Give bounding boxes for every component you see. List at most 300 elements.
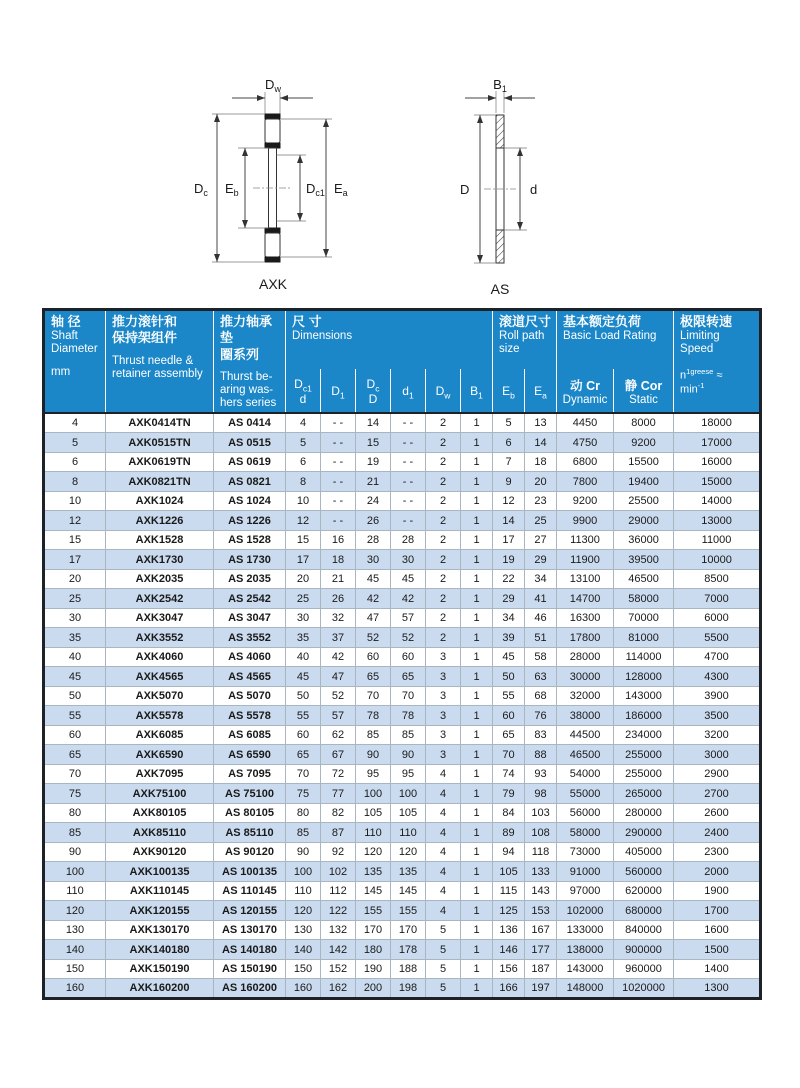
table-cell: AS 0619 bbox=[214, 452, 286, 472]
table-cell: 45 bbox=[493, 647, 525, 667]
table-cell: 4 bbox=[426, 842, 461, 862]
table-row bbox=[44, 764, 761, 784]
table-cell: 90 bbox=[286, 842, 321, 862]
table-cell: 2 bbox=[426, 569, 461, 589]
table-cell: 82 bbox=[321, 803, 356, 823]
table-row bbox=[44, 706, 761, 726]
table-cell: 2 bbox=[426, 413, 461, 433]
table-cell: AS 1730 bbox=[214, 550, 286, 570]
table-cell: 110 bbox=[44, 881, 106, 901]
table-cell: 78 bbox=[391, 706, 426, 726]
table-cell: AS 0414 bbox=[214, 413, 286, 433]
table-cell: 167 bbox=[525, 920, 557, 940]
table-cell: 34 bbox=[493, 608, 525, 628]
table-cell: AXK90120 bbox=[106, 842, 214, 862]
table-cell: - - bbox=[321, 413, 356, 433]
table-cell: 40 bbox=[286, 647, 321, 667]
table-cell: 166 bbox=[493, 979, 525, 999]
table-cell: 2 bbox=[426, 491, 461, 511]
table-cell: - - bbox=[321, 433, 356, 453]
table-cell: - - bbox=[391, 433, 426, 453]
table-cell: 160 bbox=[286, 979, 321, 999]
table-cell: 70 bbox=[286, 764, 321, 784]
dim-label-ea: $E_a$ bbox=[334, 181, 348, 198]
table-cell: 18 bbox=[321, 550, 356, 570]
table-cell: 1 bbox=[461, 901, 493, 921]
table-cell: 16000 bbox=[674, 452, 761, 472]
table-row bbox=[44, 862, 761, 882]
table-row bbox=[44, 686, 761, 706]
table-cell: AXK1730 bbox=[106, 550, 214, 570]
table-row bbox=[44, 472, 761, 492]
table-row bbox=[44, 725, 761, 745]
table-cell: 65 bbox=[493, 725, 525, 745]
spec-table-body bbox=[44, 413, 761, 998]
table-cell: 14 bbox=[525, 433, 557, 453]
table-cell: 8 bbox=[44, 472, 106, 492]
table-cell: AS 150190 bbox=[214, 959, 286, 979]
dim-label-eb: $E_b$ bbox=[225, 181, 239, 198]
subcol-header-static-cor: 静 Cor Static bbox=[614, 369, 674, 413]
table-cell: 108 bbox=[525, 823, 557, 843]
table-cell: 6000 bbox=[674, 608, 761, 628]
table-cell: 63 bbox=[525, 667, 557, 687]
table-cell: 11000 bbox=[674, 530, 761, 550]
table-cell: 40 bbox=[44, 647, 106, 667]
table-cell: 60 bbox=[286, 725, 321, 745]
table-cell: 94 bbox=[493, 842, 525, 862]
table-cell: AXK150190 bbox=[106, 959, 214, 979]
table-cell: 150 bbox=[286, 959, 321, 979]
table-cell: AS 160200 bbox=[214, 979, 286, 999]
table-cell: 2 bbox=[426, 511, 461, 531]
table-cell: 17800 bbox=[557, 628, 614, 648]
table-cell: 190 bbox=[356, 959, 391, 979]
table-cell: 620000 bbox=[614, 881, 674, 901]
table-cell: 45 bbox=[44, 667, 106, 687]
table-cell: 155 bbox=[356, 901, 391, 921]
table-cell: 91000 bbox=[557, 862, 614, 882]
table-cell: 234000 bbox=[614, 725, 674, 745]
table-cell: 57 bbox=[321, 706, 356, 726]
table-cell: 160 bbox=[44, 979, 106, 999]
table-cell: AS 7095 bbox=[214, 764, 286, 784]
table-cell: 76 bbox=[525, 706, 557, 726]
table-cell: 1 bbox=[461, 433, 493, 453]
table-cell: 1 bbox=[461, 628, 493, 648]
table-cell: 100 bbox=[356, 784, 391, 804]
table-cell: - - bbox=[391, 491, 426, 511]
table-cell: 60 bbox=[493, 706, 525, 726]
table-cell: 178 bbox=[391, 940, 426, 960]
table-cell: 100 bbox=[286, 862, 321, 882]
table-cell: 42 bbox=[356, 589, 391, 609]
table-cell: 4 bbox=[426, 881, 461, 901]
table-cell: 2900 bbox=[674, 764, 761, 784]
table-cell: 8500 bbox=[674, 569, 761, 589]
table-cell: 75 bbox=[44, 784, 106, 804]
table-row bbox=[44, 842, 761, 862]
table-cell: AS 0515 bbox=[214, 433, 286, 453]
table-cell: AXK4565 bbox=[106, 667, 214, 687]
table-cell: 5 bbox=[493, 413, 525, 433]
table-cell: 25 bbox=[44, 589, 106, 609]
table-cell: 680000 bbox=[614, 901, 674, 921]
table-cell: 90 bbox=[44, 842, 106, 862]
table-cell: 150 bbox=[44, 959, 106, 979]
table-cell: 42 bbox=[321, 647, 356, 667]
table-cell: 47 bbox=[321, 667, 356, 687]
table-cell: 88 bbox=[525, 745, 557, 765]
table-cell: AXK100135 bbox=[106, 862, 214, 882]
table-cell: 39 bbox=[493, 628, 525, 648]
table-cell: 4 bbox=[426, 764, 461, 784]
table-cell: 4 bbox=[44, 413, 106, 433]
subcol-header-d1-small: $d_1$ bbox=[391, 369, 426, 413]
dim-label-dc: $D_c$ bbox=[194, 181, 208, 198]
table-cell: 100 bbox=[44, 862, 106, 882]
table-cell: 1 bbox=[461, 511, 493, 531]
group-header-basic-load-rating: 基本额定负荷 Basic Load Rating bbox=[557, 310, 674, 370]
table-cell: 2400 bbox=[674, 823, 761, 843]
table-cell: 145 bbox=[391, 881, 426, 901]
table-cell: 26 bbox=[321, 589, 356, 609]
table-cell: 105 bbox=[493, 862, 525, 882]
table-cell: 1400 bbox=[674, 959, 761, 979]
table-cell: 2 bbox=[426, 472, 461, 492]
table-cell: 100 bbox=[391, 784, 426, 804]
table-cell: 52 bbox=[321, 686, 356, 706]
table-cell: 102 bbox=[321, 862, 356, 882]
table-cell: 4 bbox=[426, 862, 461, 882]
table-cell: 9 bbox=[493, 472, 525, 492]
subcol-header-ea: $E_a$ bbox=[525, 369, 557, 413]
table-cell: 85 bbox=[356, 725, 391, 745]
table-cell: AXK1024 bbox=[106, 491, 214, 511]
table-cell: 110 bbox=[391, 823, 426, 843]
table-cell: 62 bbox=[321, 725, 356, 745]
table-cell: 3 bbox=[426, 725, 461, 745]
table-cell: AXK0414TN bbox=[106, 413, 214, 433]
table-cell: 50 bbox=[286, 686, 321, 706]
table-row bbox=[44, 647, 761, 667]
table-cell: 143000 bbox=[614, 686, 674, 706]
table-cell: 16 bbox=[321, 530, 356, 550]
table-cell: 128000 bbox=[614, 667, 674, 687]
table-cell: AXK130170 bbox=[106, 920, 214, 940]
table-cell: 45 bbox=[286, 667, 321, 687]
table-cell: 560000 bbox=[614, 862, 674, 882]
table-cell: 1 bbox=[461, 745, 493, 765]
table-cell: 1 bbox=[461, 550, 493, 570]
subcol-header-d1: $D_1$ bbox=[321, 369, 356, 413]
table-cell: 46 bbox=[525, 608, 557, 628]
table-cell: 90 bbox=[356, 745, 391, 765]
table-row bbox=[44, 881, 761, 901]
table-cell: 67 bbox=[321, 745, 356, 765]
table-cell: 52 bbox=[356, 628, 391, 648]
table-cell: 85 bbox=[286, 823, 321, 843]
table-cell: 9200 bbox=[557, 491, 614, 511]
table-cell: 1 bbox=[461, 823, 493, 843]
table-cell: 97000 bbox=[557, 881, 614, 901]
table-cell: AXK140180 bbox=[106, 940, 214, 960]
table-cell: AXK160200 bbox=[106, 979, 214, 999]
table-cell: 19 bbox=[356, 452, 391, 472]
table-cell: 14 bbox=[356, 413, 391, 433]
table-cell: 1020000 bbox=[614, 979, 674, 999]
table-cell: 130 bbox=[286, 920, 321, 940]
table-cell: 2 bbox=[426, 628, 461, 648]
table-cell: AXK1528 bbox=[106, 530, 214, 550]
table-cell: 3 bbox=[426, 706, 461, 726]
subcol-header-dw: $D_w$ bbox=[426, 369, 461, 413]
table-cell: 105 bbox=[391, 803, 426, 823]
bearing-spec-table bbox=[42, 308, 762, 1000]
dim-label-dw: $D_w$ bbox=[265, 77, 281, 94]
subcol-header-eb: $E_b$ bbox=[493, 369, 525, 413]
table-cell: AXK6590 bbox=[106, 745, 214, 765]
table-cell: 25500 bbox=[614, 491, 674, 511]
table-cell: 6800 bbox=[557, 452, 614, 472]
table-cell: 152 bbox=[321, 959, 356, 979]
table-cell: - - bbox=[321, 491, 356, 511]
table-cell: 56000 bbox=[557, 803, 614, 823]
table-cell: 30 bbox=[391, 550, 426, 570]
table-cell: 7800 bbox=[557, 472, 614, 492]
table-cell: 13 bbox=[525, 413, 557, 433]
table-cell: 900000 bbox=[614, 940, 674, 960]
table-cell: AS 130170 bbox=[214, 920, 286, 940]
table-row bbox=[44, 433, 761, 453]
table-cell: 5 bbox=[426, 979, 461, 999]
table-cell: 19400 bbox=[614, 472, 674, 492]
table-cell: 81000 bbox=[614, 628, 674, 648]
group-header-dimensions: 尺 寸 Dimensions bbox=[286, 310, 493, 370]
table-cell: 132 bbox=[321, 920, 356, 940]
table-cell: - - bbox=[391, 511, 426, 531]
table-cell: 52 bbox=[391, 628, 426, 648]
table-cell: 60 bbox=[356, 647, 391, 667]
table-cell: 135 bbox=[391, 862, 426, 882]
table-cell: 30 bbox=[356, 550, 391, 570]
table-cell: 85 bbox=[391, 725, 426, 745]
table-cell: 1 bbox=[461, 842, 493, 862]
table-row bbox=[44, 491, 761, 511]
table-cell: 2600 bbox=[674, 803, 761, 823]
table-cell: 197 bbox=[525, 979, 557, 999]
table-cell: 47 bbox=[356, 608, 391, 628]
table-cell: 4 bbox=[426, 784, 461, 804]
table-cell: 280000 bbox=[614, 803, 674, 823]
table-cell: 6 bbox=[44, 452, 106, 472]
table-cell: 95 bbox=[356, 764, 391, 784]
table-cell: 83 bbox=[525, 725, 557, 745]
table-cell: 187 bbox=[525, 959, 557, 979]
table-cell: 12 bbox=[286, 511, 321, 531]
table-cell: AS 110145 bbox=[214, 881, 286, 901]
table-cell: 198 bbox=[391, 979, 426, 999]
table-cell: 10 bbox=[286, 491, 321, 511]
table-cell: 30 bbox=[44, 608, 106, 628]
table-cell: 35 bbox=[44, 628, 106, 648]
table-cell: 17000 bbox=[674, 433, 761, 453]
table-cell: 45 bbox=[391, 569, 426, 589]
table-row bbox=[44, 608, 761, 628]
table-cell: 32 bbox=[321, 608, 356, 628]
table-cell: AXK1226 bbox=[106, 511, 214, 531]
table-row bbox=[44, 667, 761, 687]
table-cell: 115 bbox=[493, 881, 525, 901]
table-cell: 38000 bbox=[557, 706, 614, 726]
table-cell: AS 4565 bbox=[214, 667, 286, 687]
table-cell: - - bbox=[321, 511, 356, 531]
table-cell: 60 bbox=[44, 725, 106, 745]
table-cell: 23 bbox=[525, 491, 557, 511]
table-cell: 140 bbox=[286, 940, 321, 960]
table-cell: AXK120155 bbox=[106, 901, 214, 921]
table-cell: AXK0619TN bbox=[106, 452, 214, 472]
table-cell: 3200 bbox=[674, 725, 761, 745]
table-cell: 17 bbox=[286, 550, 321, 570]
table-cell: 4700 bbox=[674, 647, 761, 667]
table-cell: 148000 bbox=[557, 979, 614, 999]
table-cell: 130 bbox=[44, 920, 106, 940]
table-cell: 155 bbox=[391, 901, 426, 921]
table-cell: 14000 bbox=[674, 491, 761, 511]
table-cell: 5 bbox=[44, 433, 106, 453]
table-cell: 170 bbox=[391, 920, 426, 940]
table-cell: 70000 bbox=[614, 608, 674, 628]
table-cell: 405000 bbox=[614, 842, 674, 862]
table-cell: 28 bbox=[356, 530, 391, 550]
table-cell: 70 bbox=[391, 686, 426, 706]
table-cell: 84 bbox=[493, 803, 525, 823]
table-cell: 4300 bbox=[674, 667, 761, 687]
table-cell: 1 bbox=[461, 589, 493, 609]
table-cell: 74 bbox=[493, 764, 525, 784]
table-cell: 4 bbox=[426, 803, 461, 823]
table-cell: 3900 bbox=[674, 686, 761, 706]
table-cell: 1 bbox=[461, 725, 493, 745]
table-cell: 125 bbox=[493, 901, 525, 921]
table-cell: AXK110145 bbox=[106, 881, 214, 901]
table-cell: 58000 bbox=[614, 589, 674, 609]
table-cell: 142 bbox=[321, 940, 356, 960]
table-cell: 120 bbox=[356, 842, 391, 862]
table-cell: 85 bbox=[44, 823, 106, 843]
table-cell: 25 bbox=[286, 589, 321, 609]
axk-bearing-diagram bbox=[170, 48, 400, 298]
table-cell: 5500 bbox=[674, 628, 761, 648]
table-cell: AXK80105 bbox=[106, 803, 214, 823]
table-cell: 133 bbox=[525, 862, 557, 882]
table-cell: 45 bbox=[356, 569, 391, 589]
group-header-roll-path-size: 滚道尺寸 Roll path size bbox=[493, 310, 557, 370]
table-cell: AXK0515TN bbox=[106, 433, 214, 453]
table-cell: 55 bbox=[44, 706, 106, 726]
table-cell: AXK3552 bbox=[106, 628, 214, 648]
table-cell: 22 bbox=[493, 569, 525, 589]
subcol-header-dc-d: $D_c$ D bbox=[356, 369, 391, 413]
table-cell: 41 bbox=[525, 589, 557, 609]
table-cell: AXK3047 bbox=[106, 608, 214, 628]
table-cell: 290000 bbox=[614, 823, 674, 843]
table-cell: 5 bbox=[426, 920, 461, 940]
table-cell: 12 bbox=[493, 491, 525, 511]
table-cell: 65 bbox=[356, 667, 391, 687]
table-cell: 37 bbox=[321, 628, 356, 648]
table-cell: 13000 bbox=[674, 511, 761, 531]
table-row bbox=[44, 511, 761, 531]
table-cell: 15500 bbox=[614, 452, 674, 472]
table-cell: 11900 bbox=[557, 550, 614, 570]
table-cell: 27 bbox=[525, 530, 557, 550]
table-cell: 65 bbox=[44, 745, 106, 765]
table-cell: 6 bbox=[493, 433, 525, 453]
table-cell: 2 bbox=[426, 608, 461, 628]
table-cell: 4 bbox=[426, 901, 461, 921]
table-cell: 112 bbox=[321, 881, 356, 901]
table-cell: 77 bbox=[321, 784, 356, 804]
table-cell: 57 bbox=[391, 608, 426, 628]
table-cell: 28000 bbox=[557, 647, 614, 667]
table-cell: 1500 bbox=[674, 940, 761, 960]
table-cell: 46500 bbox=[557, 745, 614, 765]
table-cell: 39500 bbox=[614, 550, 674, 570]
table-cell: 95 bbox=[391, 764, 426, 784]
table-cell: 186000 bbox=[614, 706, 674, 726]
table-cell: 188 bbox=[391, 959, 426, 979]
table-cell: AXK75100 bbox=[106, 784, 214, 804]
table-cell: 4450 bbox=[557, 413, 614, 433]
table-cell: 133000 bbox=[557, 920, 614, 940]
table-cell: 7000 bbox=[674, 589, 761, 609]
table-cell: 102000 bbox=[557, 901, 614, 921]
table-cell: 35 bbox=[286, 628, 321, 648]
table-cell: 19 bbox=[493, 550, 525, 570]
subcol-header-dynamic-cr: 动 Cr Dynamic bbox=[557, 369, 614, 413]
table-cell: 1 bbox=[461, 530, 493, 550]
table-cell: 2 bbox=[426, 530, 461, 550]
table-cell: 11300 bbox=[557, 530, 614, 550]
col-header-washer-series: 推力轴承垫 圈系列 Thurst be- aring was- hers series bbox=[214, 310, 286, 414]
table-cell: 30000 bbox=[557, 667, 614, 687]
table-row bbox=[44, 823, 761, 843]
table-cell: 265000 bbox=[614, 784, 674, 804]
table-cell: 143000 bbox=[557, 959, 614, 979]
table-cell: 80 bbox=[286, 803, 321, 823]
table-cell: 55 bbox=[493, 686, 525, 706]
table-cell: - - bbox=[321, 452, 356, 472]
table-cell: 16300 bbox=[557, 608, 614, 628]
table-cell: 21 bbox=[356, 472, 391, 492]
table-cell: AXK2035 bbox=[106, 569, 214, 589]
table-cell: 114000 bbox=[614, 647, 674, 667]
table-cell: 146 bbox=[493, 940, 525, 960]
table-cell: AS 80105 bbox=[214, 803, 286, 823]
table-cell: 5 bbox=[426, 959, 461, 979]
table-cell: 13100 bbox=[557, 569, 614, 589]
table-cell: AXK7095 bbox=[106, 764, 214, 784]
table-cell: 1 bbox=[461, 940, 493, 960]
table-cell: 34 bbox=[525, 569, 557, 589]
col-header-limiting-speed: 极限转速 Limiting Speed $n^{1greese}$ ≈ $\min^{-1}$ bbox=[674, 310, 761, 414]
table-cell: 70 bbox=[44, 764, 106, 784]
table-cell: 9900 bbox=[557, 511, 614, 531]
spec-table-header bbox=[44, 310, 761, 414]
dim-label-d-inner: d bbox=[530, 182, 538, 197]
